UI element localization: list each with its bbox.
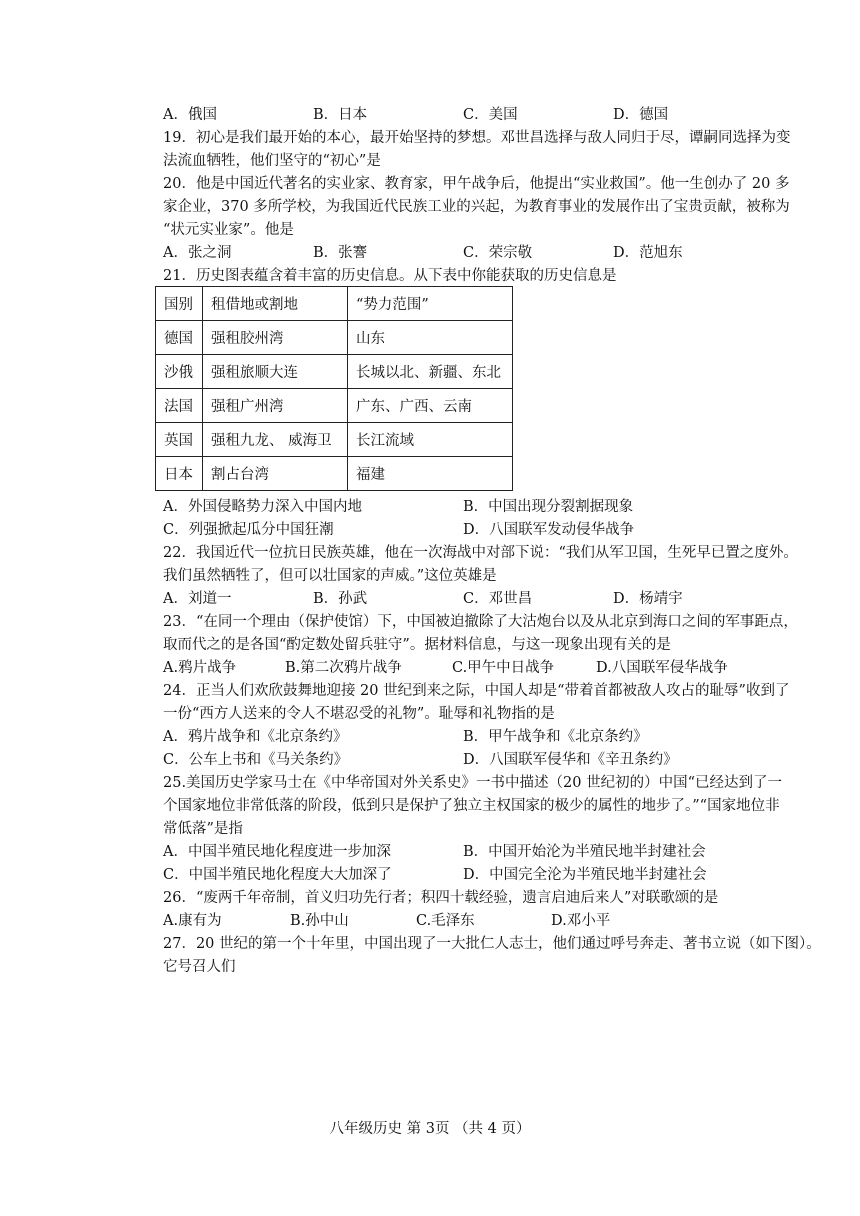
option-d: D．八国联军发动侵华战争 xyxy=(463,522,635,538)
option-c: C．美国 xyxy=(463,107,518,123)
table-row xyxy=(156,457,513,491)
table-cell: 山东 xyxy=(348,321,513,355)
table-cell: 割占台湾 xyxy=(203,457,348,491)
question-stem: 26．“废两千年帝制，首义归功先行者；积四十载经验，遗言启迪后来人”对联歌颂的是 xyxy=(163,890,719,906)
table-cell: 强租胶州湾 xyxy=(203,321,348,355)
option-c: C．列强掀起瓜分中国狂潮 xyxy=(163,522,334,538)
table-row xyxy=(156,389,513,423)
table-cell: 广东、广西、云南 xyxy=(348,389,513,423)
table-cell: 法国 xyxy=(156,389,203,423)
table-cell: 福建 xyxy=(348,457,513,491)
option-c: C.毛泽东 xyxy=(416,913,475,929)
question-stem: “状元实业家”。他是 xyxy=(163,222,294,238)
option-a: A．鸦片战争和《北京条约》 xyxy=(163,729,348,745)
table-cell: 德国 xyxy=(156,321,203,355)
option-b: B．中国出现分裂割据现象 xyxy=(463,499,634,515)
table-header-cell: 租借地或割地 xyxy=(203,287,348,321)
option-a: A.鸦片战争 xyxy=(163,660,237,676)
question-stem: 它号召人们 xyxy=(163,959,236,975)
question-stem: 24．正当人们欢欣鼓舞地迎接 20 世纪到来之际，中国人却是“带着首都被敌人攻占的耻辱”收到了 xyxy=(163,683,790,699)
table-cell: 长城以北、新疆、东北 xyxy=(348,355,513,389)
option-c: C.甲午中日战争 xyxy=(452,660,555,676)
option-b: B．孙武 xyxy=(313,591,368,607)
option-c: C．公车上书和《马关条约》 xyxy=(163,752,349,768)
option-a: A．中国半殖民地化程度进一步加深 xyxy=(163,844,391,860)
question-stem: 取而代之的是各国“酌定数处留兵驻守”。据材料信息，与这一现象出现有关的是 xyxy=(163,637,671,653)
table-cell: 强租旅顺大连 xyxy=(203,355,348,389)
table-cell: 沙俄 xyxy=(156,355,203,389)
table-row xyxy=(156,423,513,457)
option-b: B．甲午战争和《北京条约》 xyxy=(463,729,648,745)
option-b: B．中国开始沦为半殖民地半封建社会 xyxy=(463,844,706,860)
question-stem: 个国家地位非常低落的阶段，低到只是保护了独立主权国家的极少的属性的地步了。”“国家地位非 xyxy=(163,798,780,814)
option-b: B．日本 xyxy=(313,107,368,123)
option-a: A.康有为 xyxy=(163,913,222,929)
question-stem: 一份“西方人送来的令人不堪忍受的礼物”。耻辱和礼物指的是 xyxy=(163,706,555,722)
question-stem: 22．我国近代一位抗日民族英雄，他在一次海战中对部下说：“我们从军卫国，生死早已置之度外。 xyxy=(163,545,798,561)
question-stem: 23．“在同一个理由（保护使馆）下，中国被迫撤除了大沽炮台以及从北京到海口之间的军事距点， xyxy=(163,614,798,630)
question-stem: 27．20 世纪的第一个十年里，中国出现了一大批仁人志士，他们通过呼号奔走、著书立说（如下图）。 xyxy=(163,936,821,952)
question-stem: 家企业，370 多所学校，为我国近代民族工业的兴起，为教育事业的发展作出了宝贵贡献，被称为 xyxy=(163,199,790,215)
question-stem: 常低落”是指 xyxy=(163,821,243,837)
question-stem: 20．他是中国近代著名的实业家、教育家，甲午战争后，他提出“实业救国”。他一生创办了 20 多 xyxy=(163,176,790,192)
question-stem: 法流血牺牲，他们坚守的“初心”是 xyxy=(163,153,381,169)
option-c: C．荣宗敬 xyxy=(463,245,533,261)
option-a: A．外国侵略势力深入中国内地 xyxy=(163,499,362,515)
option-a: A．张之洞 xyxy=(163,245,232,261)
option-d: D．八国联军侵华和《辛丑条约》 xyxy=(463,752,678,768)
option-a: A．俄国 xyxy=(163,107,217,123)
option-b: B.孙中山 xyxy=(290,913,349,929)
option-b: B．张謇 xyxy=(313,245,368,261)
question-stem: 我们虽然牺牲了，但可以壮国家的声威。”这位英雄是 xyxy=(163,568,497,584)
option-d: D.邓小平 xyxy=(551,913,611,929)
table-header-cell: “势力范围” xyxy=(348,287,513,321)
table-row xyxy=(156,321,513,355)
option-a: A．刘道一 xyxy=(163,591,232,607)
table-row xyxy=(156,355,513,389)
table-header-cell: 国别 xyxy=(156,287,203,321)
option-d: D．范旭东 xyxy=(613,245,683,261)
option-c: C．邓世昌 xyxy=(463,591,533,607)
question-stem: 21．历史图表蕴含着丰富的历史信息。从下表中你能获取的历史信息是 xyxy=(163,268,617,284)
option-d: D.八国联军侵华战争 xyxy=(596,660,728,676)
question-stem: 19．初心是我们最开始的本心，最开始坚持的梦想。邓世昌选择与敌人同归于尽，谭嗣同选择为变 xyxy=(163,130,791,146)
history-table xyxy=(155,286,513,491)
table-cell: 强租九龙、 威海卫 xyxy=(203,423,348,457)
option-d: D．德国 xyxy=(613,107,669,123)
table-cell: 英国 xyxy=(156,423,203,457)
table-cell: 强租广州湾 xyxy=(203,389,348,423)
table-cell: 长江流域 xyxy=(348,423,513,457)
option-c: C．中国半殖民地化程度大大加深了 xyxy=(163,867,392,883)
page-footer: 八年级历史 第 3页 （共 4 页） xyxy=(329,1121,531,1137)
table-header-row xyxy=(156,287,513,321)
option-d: D．杨靖宇 xyxy=(613,591,683,607)
table-cell: 日本 xyxy=(156,457,203,491)
question-stem: 25.美国历史学家马士在《中华帝国对外关系史》一书中描述（20 世纪初的）中国“已经达到了一 xyxy=(163,775,783,791)
option-b: B.第二次鸦片战争 xyxy=(285,660,402,676)
option-d: D．中国完全沦为半殖民地半封建社会 xyxy=(463,867,707,883)
